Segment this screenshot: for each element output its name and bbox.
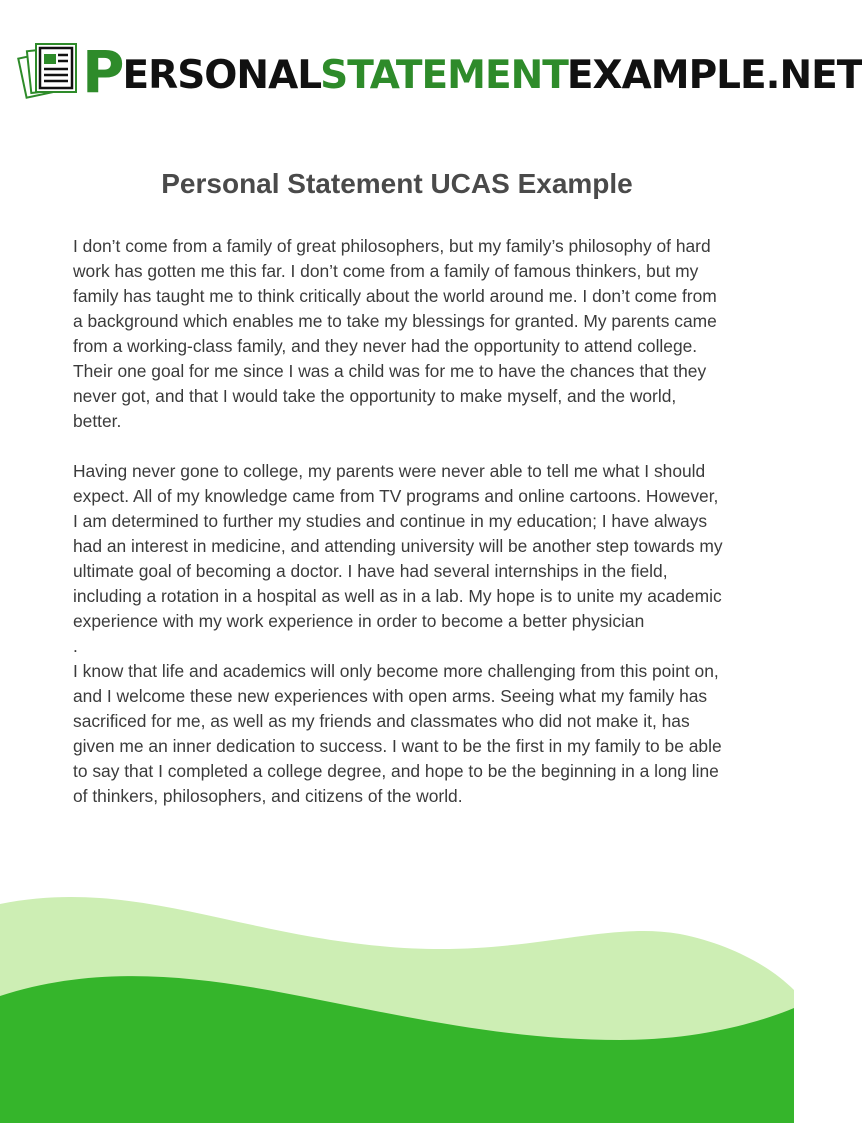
logo-word-personal: ERSONAL bbox=[122, 53, 322, 98]
logo-word-statement: STATEMENT bbox=[320, 53, 568, 98]
paragraph-3: I know that life and academics will only become more challenging from this point on, and I welcome these new experiences with open arms. Seeing what my family has sacrificed for me, as well as my friends and classmates who did not make it, has given me an inner dedication to success. I want to be the first in my family to be able to say that I completed a college degree, and hope to be the beginning in a long line of thinkers, philosophers, and citizens of the world. bbox=[73, 661, 722, 806]
logo-wordmark bbox=[82, 38, 862, 106]
paragraph-2: Having never gone to college, my parents were never able to tell me what I should expect. All of my knowledge came from TV programs and online cartoons. However, I am determined to further my studies and continue in my education; I have always had an interest in medicine, and attending university will be another step towards my ultimate goal of becoming a doctor. I have had several internships in the field, including a rotation in a hospital as well as in a lab. My hope is to unite my academic experience with my work experience in order to become a better physician bbox=[73, 461, 723, 631]
document-stack-icon bbox=[20, 42, 80, 100]
paragraph-separator: . bbox=[73, 636, 78, 656]
paragraph-spacer bbox=[73, 434, 723, 459]
site-logo[interactable] bbox=[20, 38, 862, 106]
logo-initial: P bbox=[82, 38, 124, 106]
logo-word-example: EXAMPLE.NET bbox=[566, 53, 862, 98]
page-title: Personal Statement UCAS Example bbox=[161, 168, 633, 199]
paragraph-1: I don’t come from a family of great philosophers, but my family’s philosophy of hard work has gotten me this far. I don’t come from a family of famous thinkers, but my family has taught me to think critically about the world around me. I don’t come from a background which enables me to take my blessings for granted. My parents came from a working-class family, and they never had the opportunity to attend college. Their one goal for me since I was a child was for me to have the chances that they never got, and that I would take the opportunity to make myself, and the world, better. bbox=[73, 236, 717, 431]
statement-body bbox=[73, 234, 723, 809]
footer-wave-decoration bbox=[0, 890, 794, 1123]
